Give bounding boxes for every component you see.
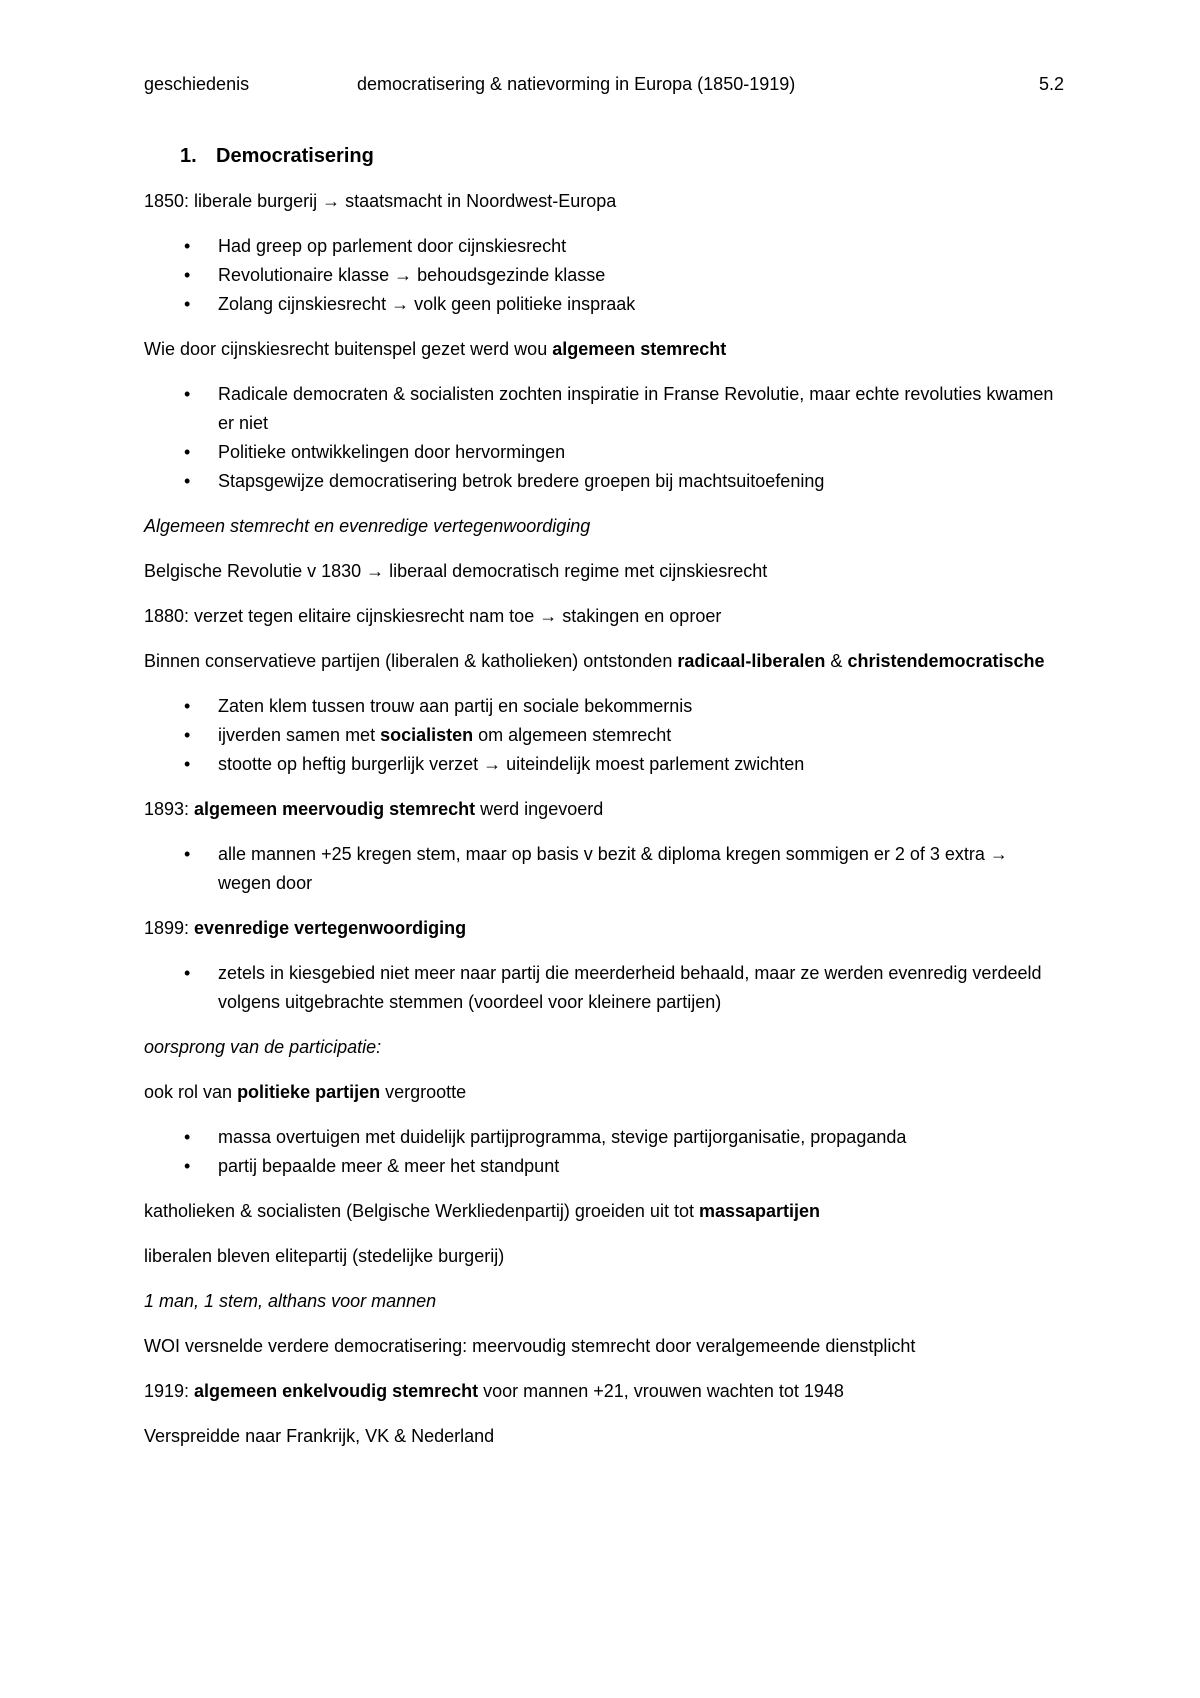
section-title: Democratisering xyxy=(216,145,374,167)
bullet-list-4 xyxy=(144,840,1064,898)
paragraph-verspreiding: Verspreidde naar Frankrijk, VK & Nederland xyxy=(144,1426,495,1446)
list-item: • ijverden samen met socialisten om algemeen stemrecht xyxy=(144,721,1064,750)
arrow-icon: → xyxy=(322,191,341,211)
paragraph-1899: 1899: evenredige vertegenwoordiging xyxy=(144,918,467,938)
list-item: • Politieke ontwikkelingen door hervormingen xyxy=(144,438,1064,467)
arrow-icon: → xyxy=(366,561,385,581)
paragraph-massapartijen: katholieken & socialisten (Belgische Werkliedenpartij) groeiden uit tot massapartijen xyxy=(144,1201,821,1221)
list-item: • Stapsgewijze democratisering betrok bredere groepen bij machtsuitoefening xyxy=(144,467,1064,496)
bullet-list-2 xyxy=(144,380,1064,496)
paragraph-1919: 1919: algemeen enkelvoudig stemrecht voor mannen +21, vrouwen wachten tot 1948 xyxy=(144,1381,844,1401)
paragraph-partijen: ook rol van politieke partijen vergrootte xyxy=(144,1082,467,1102)
paragraph-1850: 1850: liberale burgerij → staatsmacht in Noordwest-Europa xyxy=(144,191,617,211)
list-item: • alle mannen +25 kregen stem, maar op basis v bezit & diploma kregen sommigen er 2 of 3 extra → wegen door xyxy=(144,840,1064,898)
list-item: • Zaten klem tussen trouw aan partij en sociale bekommernis xyxy=(144,692,1064,721)
list-item: • Zolang cijnskiesrecht → volk geen politieke inspraak xyxy=(144,290,1064,319)
subheading-stemrecht: Algemeen stemrecht en evenredige vertegenwoordiging xyxy=(144,516,591,536)
subheading-participatie: oorsprong van de participatie: xyxy=(144,1037,382,1057)
list-item: • Had greep op parlement door cijnskiesrecht xyxy=(144,232,1064,261)
bullet-list-5 xyxy=(144,959,1064,1017)
bullet-list-6 xyxy=(144,1123,1064,1181)
paragraph-conservatieve: Binnen conservatieve partijen (liberalen & katholieken) ontstonden radicaal-liberalen & christendemocratische xyxy=(144,651,1045,671)
list-item: • partij bepaalde meer & meer het standpunt xyxy=(144,1152,1064,1181)
arrow-icon: → xyxy=(483,754,502,774)
header-subject: geschiedenis xyxy=(144,74,250,94)
arrow-icon: → xyxy=(394,265,413,285)
list-item: • Radicale democraten & socialisten zochten inspiratie in Franse Revolutie, maar echte revoluties kwamen er niet xyxy=(144,380,1064,438)
page-header xyxy=(144,74,1064,98)
list-item: • Revolutionaire klasse → behoudsgezinde klasse xyxy=(144,261,1064,290)
paragraph-cijnskiesrecht: Wie door cijnskiesrecht buitenspel gezet werd wou algemeen stemrecht xyxy=(144,339,727,359)
section-number: 1. xyxy=(180,145,197,167)
paragraph-liberalen: liberalen bleven elitepartij (stedelijke burgerij) xyxy=(144,1246,505,1266)
list-item: • massa overtuigen met duidelijk partijprogramma, stevige partijorganisatie, propaganda xyxy=(144,1123,1064,1152)
paragraph-1830: Belgische Revolutie v 1830 → liberaal democratisch regime met cijnskiesrecht xyxy=(144,561,768,581)
list-item: • zetels in kiesgebied niet meer naar partij die meerderheid behaald, maar ze werden evenredig verdeeld volgens uitgebrachte stemmen (voordeel voor kleinere partijen) xyxy=(144,959,1064,1017)
header-topic: democratisering & natievorming in Europa (1850-1919) xyxy=(357,74,796,94)
section-heading xyxy=(180,142,1064,171)
document-body xyxy=(144,142,1064,1467)
paragraph-1880: 1880: verzet tegen elitaire cijnskiesrecht nam toe → stakingen en oproer xyxy=(144,606,722,626)
header-chapter: 5.2 xyxy=(1038,74,1064,94)
subheading-een-stem: 1 man, 1 stem, althans voor mannen xyxy=(144,1291,437,1311)
bullet-list-3 xyxy=(144,692,1064,779)
arrow-icon: → xyxy=(539,606,558,626)
bullet-list-1 xyxy=(144,232,1064,319)
paragraph-woi: WOI versnelde verdere democratisering: meervoudig stemrecht door veralgemeende dienstplicht xyxy=(144,1336,916,1356)
arrow-icon: → xyxy=(989,844,1008,864)
paragraph-1893: 1893: algemeen meervoudig stemrecht werd ingevoerd xyxy=(144,799,604,819)
list-item: • stootte op heftig burgerlijk verzet → uiteindelijk moest parlement zwichten xyxy=(144,750,1064,779)
arrow-icon: → xyxy=(391,294,410,314)
